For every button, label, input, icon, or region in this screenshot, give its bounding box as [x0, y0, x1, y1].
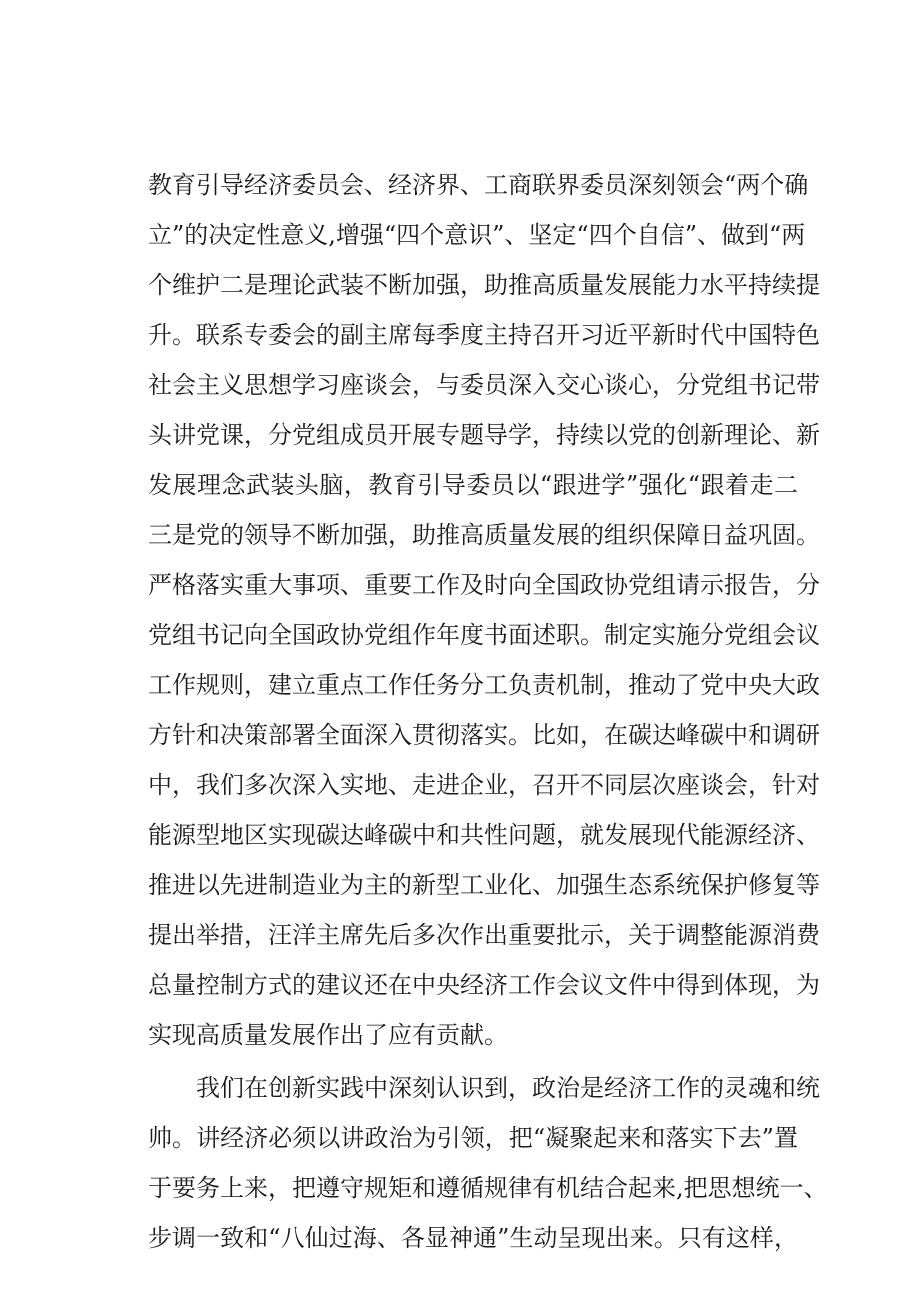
text-line: 实现高质量发展作出了应有贡献。 — [148, 1021, 508, 1049]
text-line: 严格落实重大事项、重要工作及时向全国政协党组请示报告，分 — [148, 571, 820, 599]
text-line: 帅。讲经济必须以讲政治为引领，把“凝聚起来和落实下去”置 — [148, 1124, 798, 1152]
text-line: 党组书记向全国政协党组作年度书面述职。制定实施分党组会议 — [148, 621, 820, 649]
text-line: 三是党的领导不断加强，助推高质量发展的组织保障日益巩固。 — [148, 521, 820, 549]
text-line: 能源型地区实现碳达峰碳中和共性问题，就发展现代能源经济、 — [148, 821, 820, 849]
text-line: 社会主义思想学习座谈会，与委员深入交心谈心，分党组书记带 — [148, 371, 820, 399]
text-line: 于要务上来，把遵守规矩和遵循规律有机结合起来,把思想统一、 — [148, 1174, 828, 1202]
text-line: 方针和决策部署全面深入贯彻落实。比如，在碳达峰碳中和调研 — [148, 721, 820, 749]
paragraph-1 — [148, 160, 820, 1060]
text-line: 工作规则，建立重点工作任务分工负责机制，推动了党中央大政 — [148, 671, 820, 699]
text-line: 发展理念武装头脑，教育引导委员以“跟进学”强化“跟着走二 — [148, 471, 798, 499]
text-line: 立”的决定性意义,增强“四个意识”、坚定“四个自信”、做到“两 — [148, 221, 806, 249]
text-line: 推进以先进制造业为主的新型工业化、加强生态系统保护修复等 — [148, 871, 820, 899]
paragraph-2 — [148, 1063, 828, 1263]
text-line: 个维护二是理论武装不断加强，助推高质量发展能力水平持续提 — [148, 271, 820, 299]
text-line: 头讲党课，分党组成员开展专题导学，持续以党的创新理论、新 — [148, 421, 820, 449]
text-line: 总量控制方式的建议还在中央经济工作会议文件中得到体现，为 — [148, 971, 820, 999]
text-line: 升。联系专委会的副主席每季度主持召开习近平新时代中国特色 — [148, 321, 820, 349]
text-line: 步调一致和“八仙过海、各显神通”生动呈现出来。只有这样， — [148, 1224, 798, 1252]
document-body — [148, 160, 828, 1263]
text-line: 中，我们多次深入实地、走进企业，召开不同层次座谈会，针对 — [148, 771, 820, 799]
text-line: 提出举措，汪洋主席先后多次作出重要批示，关于调整能源消费 — [148, 921, 820, 949]
text-line: 我们在创新实践中深刻认识到，政治是经济工作的灵魂和统 — [196, 1074, 820, 1102]
text-line: 教育引导经济委员会、经济界、工商联界委员深刻领会“两个确 — [148, 171, 809, 199]
